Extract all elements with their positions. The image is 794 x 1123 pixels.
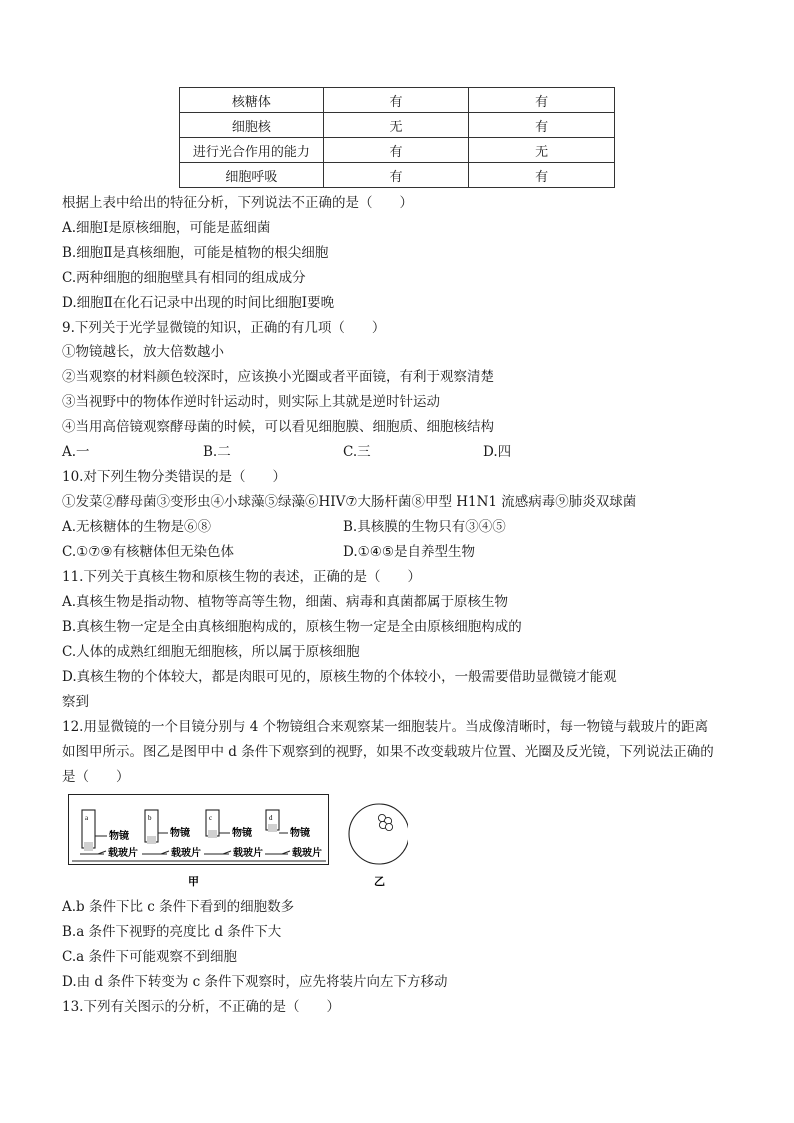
table-cell: 细胞核 (180, 113, 324, 138)
q8-option-b: B.细胞Ⅱ是真核细胞，可能是植物的根尖细胞 (62, 245, 329, 261)
slide-label: 载玻片 (108, 848, 138, 859)
objective-c (204, 810, 263, 859)
objective-letter-c: c (209, 814, 213, 822)
slide-label: 载玻片 (292, 848, 322, 859)
q9-statement-3: ③当视野中的物体作逆时针运动时，则实际上其就是逆时针运动 (62, 394, 440, 410)
q9-statement-1: ①物镜越长，放大倍数越小 (62, 344, 224, 360)
q11-stem: 11.下列关于真核生物和原核生物的表述，正确的是（ ） (62, 569, 421, 585)
q12-stem-line-1: 12.用显微镜的一个目镜分别与 4 个物镜组合来观察某一细胞装片。当成像清晰时，每一物镜与载玻片的距离 (62, 719, 709, 735)
figure-caption-yi: 乙 (374, 876, 385, 888)
table-row (180, 163, 615, 188)
q10-organism-list: ①发菜②酵母菌③变形虫④小球藻⑤绿藻⑥HIV⑦大肠杆菌⑧甲型 H1N1 流感病毒⑨肺炎双球菌 (62, 494, 637, 510)
objective-label: 物镜 (232, 828, 252, 839)
cell (385, 823, 392, 830)
objective-letter-b: b (148, 814, 152, 822)
table-cell: 细胞呼吸 (180, 163, 324, 188)
figure-caption-jia: 甲 (188, 876, 199, 888)
objective-b (142, 810, 201, 859)
field-of-view (349, 804, 408, 864)
q10-option-c: C.①⑦⑨有核糖体但无染色体 (62, 544, 234, 560)
q9-option-d: D.四 (483, 444, 512, 460)
q10-option-d: D.①④⑤是自养型生物 (343, 544, 475, 560)
q12-option-a: A.b 条件下比 c 条件下看到的细胞数多 (62, 899, 295, 915)
feature-table (179, 87, 615, 188)
slide-label: 载玻片 (171, 848, 201, 859)
table-cell: 核糖体 (180, 88, 324, 113)
q12-option-b: B.a 条件下视野的亮度比 d 条件下大 (62, 924, 282, 940)
table-cell: 有 (323, 163, 469, 188)
q9-option-a: A.一 (62, 444, 90, 460)
q11-option-b: B.真核生物一定是全由真核细胞构成的，原核生物一定是全由原核细胞构成的 (62, 619, 522, 635)
q9-option-b: B.二 (203, 444, 231, 460)
q8-option-d: D.细胞Ⅱ在化石记录中出现的时间比细胞Ⅰ要晚 (62, 295, 335, 311)
objective-a (80, 810, 138, 859)
table-cell: 有 (469, 88, 615, 113)
q9-statement-2: ②当观察的材料颜色较深时，应该换小光圈或者平面镜，有利于观察清楚 (62, 369, 494, 385)
q11-option-d-cont: 察到 (62, 694, 89, 710)
q12-stem-line-3: 是（ ） (62, 769, 130, 785)
q10-stem: 10.对下列生物分类错误的是（ ） (62, 469, 286, 485)
objective-label: 物镜 (109, 831, 129, 842)
q8-option-c: C.两种细胞的细胞壁具有相同的组成成分 (62, 270, 306, 286)
table-cell: 无 (469, 138, 615, 163)
table-row (180, 138, 615, 163)
objective-letter-d: d (269, 814, 273, 822)
table-cell: 有 (323, 138, 469, 163)
objective-d (265, 810, 322, 859)
q11-option-d: D.真核生物的个体较大，都是肉眼可见的，原核生物的个体较小，一般需要借助显微镜才能观 (62, 669, 617, 685)
q13-stem: 13.下列有关图示的分析，不正确的是（ ） (62, 999, 340, 1015)
objective-label: 物镜 (290, 828, 310, 839)
table-row (180, 88, 615, 113)
q8-option-a: A.细胞Ⅰ是原核细胞，可能是蓝细菌 (62, 220, 271, 236)
slide-label: 载玻片 (233, 848, 263, 859)
table-cell: 进行光合作用的能力 (180, 138, 324, 163)
objective-label: 物镜 (170, 828, 190, 839)
q12-option-d: D.由 d 条件下转变为 c 条件下观察时，应先将装片向左下方移动 (62, 974, 448, 990)
q10-option-a: A.无核糖体的生物是⑥⑧ (62, 519, 212, 535)
q9-stem: 9.下列关于光学显微镜的知识，正确的有几项（ ） (62, 320, 386, 336)
table-cell: 有 (323, 88, 469, 113)
q12-option-c: C.a 条件下可能观察不到细胞 (62, 949, 237, 965)
q9-statement-4: ④当用高倍镜观察酵母菌的时候，可以看见细胞膜、细胞质、细胞核结构 (62, 419, 494, 435)
q11-option-a: A.真核生物是指动物、植物等高等生物，细菌、病毒和真菌都属于原核生物 (62, 594, 509, 610)
q10-option-b: B.具核膜的生物只有③④⑤ (343, 519, 506, 535)
q9-option-c: C.三 (343, 444, 371, 460)
microscope-figure (68, 794, 408, 894)
table-cell: 有 (469, 163, 615, 188)
q8-stem: 根据上表中给出的特征分析，下列说法不正确的是（ ） (62, 195, 413, 211)
table-cell: 无 (323, 113, 469, 138)
table-row (180, 113, 615, 138)
objective-letter-a: a (85, 814, 89, 822)
q11-option-c: C.人体的成熟红细胞无细胞核，所以属于原核细胞 (62, 644, 360, 660)
q12-stem-line-2: 如图甲所示。图乙是图甲中 d 条件下观察到的视野，如果不改变载玻片位置、光圈及反光镜，下列说法正确的 (62, 744, 714, 760)
table-cell: 有 (469, 113, 615, 138)
